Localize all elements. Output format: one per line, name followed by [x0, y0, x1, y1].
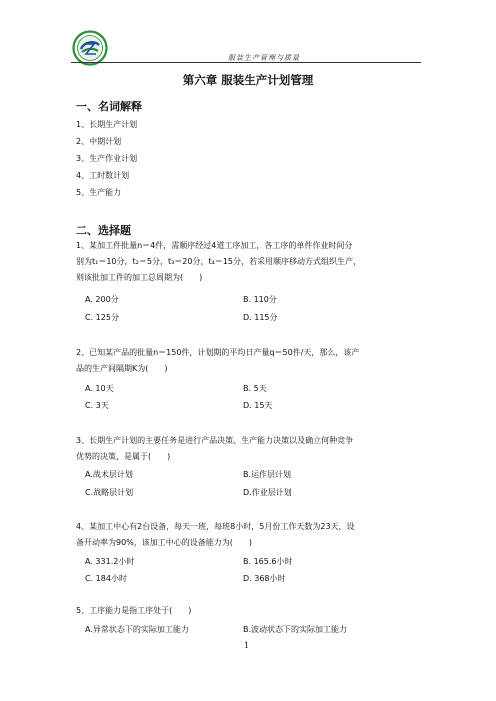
question-stem-line: 优势的决策，是属于( ) [76, 452, 171, 461]
section-heading-terms: 一、名词解释 [76, 100, 142, 113]
option-b: B.波动状态下的实际加工能力 [243, 625, 348, 634]
term-item: 1、长期生产计划 [76, 120, 138, 129]
header-divider [71, 62, 421, 63]
school-logo [72, 30, 108, 66]
question-stem-line: 则该批加工件的加工总周期为( ) [76, 273, 203, 282]
term-item: 3、生产作业计划 [76, 154, 138, 163]
option-a: A. 200分 [85, 295, 119, 304]
question-4-stem [76, 519, 426, 551]
question-2-stem [76, 345, 426, 377]
question-5-stem [76, 603, 426, 619]
question-stem-line: 5、工序能力是指工序处于( ) [76, 606, 192, 615]
question-3-stem [76, 433, 426, 465]
running-header: 服装生产管理与质量 [228, 54, 300, 62]
question-1-stem [76, 238, 426, 286]
option-a: A.战术层计划 [85, 470, 133, 479]
option-a: A. 331.2小时 [85, 557, 135, 566]
page-number: 1 [244, 641, 250, 650]
question-stem-line: 3、长期生产计划的主要任务是进行产品决策、生产能力决策以及确立何种竞争 [76, 436, 354, 445]
term-item: 4、工时数计划 [76, 171, 130, 180]
option-d: D. 368小时 [243, 574, 286, 583]
option-c: C. 184小时 [85, 574, 127, 583]
term-item: 2、中期计划 [76, 137, 122, 146]
option-a: A. 10天 [85, 384, 114, 393]
option-c: C. 3天 [85, 401, 109, 410]
option-b: B.运作层计划 [243, 470, 292, 479]
question-stem-line: 品的生产间隔期K为( ) [76, 364, 168, 373]
chapter-title: 第六章 服装生产计划管理 [182, 73, 314, 87]
question-stem-line: 备开动率为90%，该加工中心的设备能力为( ) [76, 538, 253, 547]
question-stem-line: 2、已知某产品的批量n＝150件，计划期的平均日产量q＝50件/天，那么，该产 [76, 348, 360, 357]
term-item: 5、生产能力 [76, 188, 122, 197]
section-heading-choice: 二、选择题 [76, 224, 131, 237]
option-d: D. 15天 [243, 401, 273, 410]
option-a: A.异常状态下的实际加工能力 [85, 625, 189, 634]
option-c: C.战略层计划 [85, 488, 134, 497]
option-d: D. 115分 [243, 313, 278, 322]
school-logo-icon [72, 30, 108, 66]
option-d: D.作业层计划 [243, 488, 292, 497]
option-b: B. 110分 [243, 295, 277, 304]
option-c: C. 125分 [85, 313, 119, 322]
option-b: B. 165.6小时 [243, 557, 293, 566]
option-b: B. 5天 [243, 384, 267, 393]
question-stem-line: 1、某加工件批量n＝4件，需顺序经过4道工序加工，各工序的单件作业时间分 [76, 241, 353, 250]
question-stem-line: 4、某加工中心有2台设备，每天一班，每班8小时，5月份工作天数为23天，设 [76, 522, 355, 531]
question-stem-line: 别为t₁＝10分，t₂＝5分，t₃＝20分，t₄＝15分，若采用顺序移动方式组织生产， [76, 257, 362, 266]
